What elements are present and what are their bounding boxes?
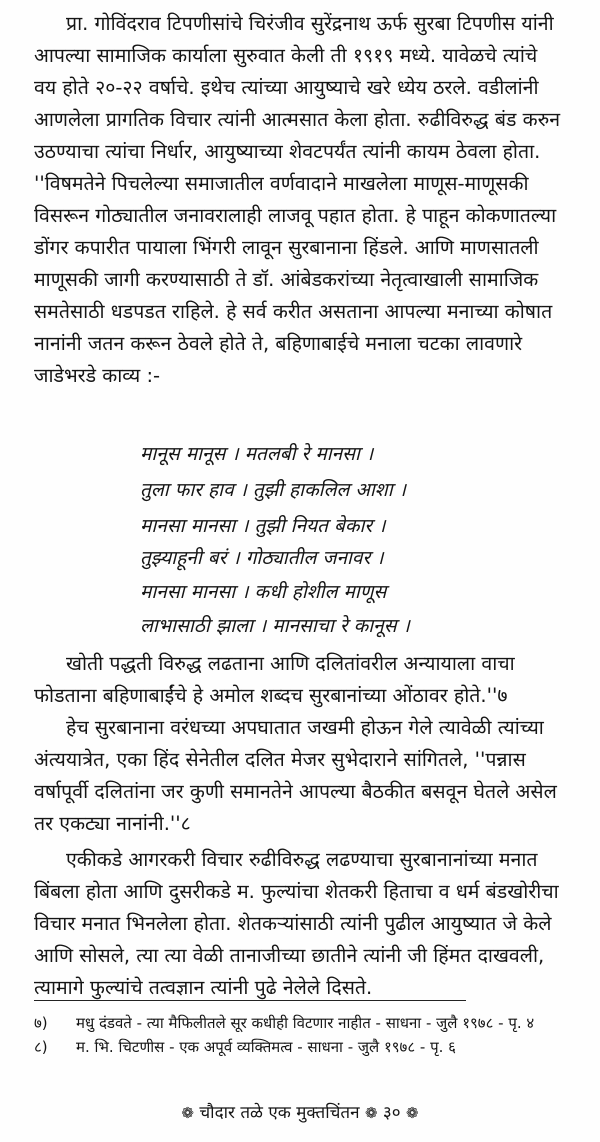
page-number: ३०: [382, 1103, 401, 1123]
text-line: त्यामागे फुल्यांचे तत्वज्ञान त्यांनी पुढे नेलेले दिसते.: [34, 976, 373, 999]
footnote-text: मधु दंडवते - त्या मैफिलीतले सूर कधीही विटणार नाहीत - साधना - जुलै १९७८ - पृ. ४: [76, 1014, 535, 1032]
poem-line: मानसा मानसा । तुझी नियत बेकार ।: [140, 515, 386, 537]
text-line: विसरून गोठ्यातील जनावरालाही लाजवू पहात होता. हे पाहून कोकणातल्या: [34, 204, 557, 227]
flower-ornament-icon: ❁: [406, 1104, 419, 1122]
poem-line: मानसा मानसा । कधी होशील माणूस: [140, 581, 387, 603]
text-line: विचार मनात भिनलेला होता. शेतकऱ्यांसाठी त्यांनी पुढील आयुष्यात जे केले: [34, 912, 552, 935]
text-line: आणलेला प्रागतिक विचार त्यांनी आत्मसात केला होता. रुढीविरुद्ध बंड करुन: [34, 108, 561, 131]
page-footer: [0, 1100, 600, 1126]
text-line: माणूसकी जागी करण्यासाठी ते डॉ. आंबेडकरांच्या नेतृत्वाखाली सामाजिक: [34, 268, 539, 291]
text-line: बिंबला होता आणि दुसरीकडे म. फुल्यांचा शेतकरी हिताचा व धर्म बंडखोरीचा: [34, 880, 559, 903]
text-line: प्रा. गोविंदराव टिपणीसांचे चिरंजीव सुरेंद्रनाथ ऊर्फ सुरबा टिपणीस यांनी: [66, 12, 554, 35]
text-line: हेच सुरबानाना वरंधच्या अपघातात जखमी होऊन गेले त्यावेळी त्यांच्या: [66, 716, 544, 739]
text-line: वर्षापूर्वी दलितांना जर कुणी समानतेने आपल्या बैठकीत बसवून घेतले असेल: [34, 780, 557, 803]
book-title: चौदार तळे एक मुक्तचिंतन: [199, 1103, 360, 1123]
footnote-text: म. भि. चिटणीस - एक अपूर्व व्यक्तिमत्व - साधना - जुलै १९७८ - पृ. ६: [76, 1038, 456, 1056]
text-line: ''विषमतेने पिचलेल्या समाजातील वर्णवादाने माखलेला माणूस-माणूसकी: [34, 172, 529, 195]
text-line: अंत्ययात्रेत, एका हिंद सेनेतील दलित मेजर सुभेदाराने सांगितले, ''पन्नास: [34, 748, 526, 771]
footnote-number: ७): [34, 1014, 48, 1032]
footnote: [34, 1036, 594, 1058]
text-line: आपल्या सामाजिक कार्याला सुरुवात केली ती १९१९ मध्ये. यावेळचे त्यांचे: [34, 44, 538, 67]
poem-line: लाभासाठी झाला । मानसाचा रे कानूस ।: [140, 615, 410, 637]
poem-line: मानूस मानूस । मतलबी रे मानसा ।: [140, 443, 374, 465]
text-line: आणि सोसले, त्या त्या वेळी तानाजीच्या छातीने त्यांनी जी हिंमत दाखवली,: [34, 944, 545, 967]
text-line: डोंगर कपारीत पायाला भिंगरी लावून सुरबानाना हिंडले. आणि माणसातली: [34, 236, 539, 259]
text-line: तर एकट्या नानांनी.''८: [34, 812, 191, 835]
text-line: वय होते २०-२२ वर्षाचे. इथेच त्यांच्या आयुष्याचे खरे ध्येय ठरले. वडीलांनी: [34, 76, 539, 99]
poem-line: तुला फार हाव । तुझी हाकलिल आशा ।: [140, 479, 406, 501]
footnote-number: ८): [34, 1038, 48, 1056]
flower-ornament-icon: ❁: [364, 1104, 378, 1122]
poem-line: तुझ्याहूनी बरं । गोठ्यातील जनावर ।: [140, 547, 384, 569]
text-line: एकीकडे आगरकरी विचार रुढीविरुद्ध लढण्याचा सुरबानानांच्या मनात: [66, 848, 538, 871]
text-line: जाडेभरडे काव्य :-: [34, 364, 161, 387]
text-line: खोती पद्धती विरुद्ध लढताना आणि दलितांवरील अन्यायाला वाचा: [66, 652, 515, 675]
footnote-divider: [34, 1000, 466, 1001]
text-line: नानांनी जतन करून ठेवले होते ते, बहिणाबाईचे मनाला चटका लावणारे: [34, 332, 523, 355]
flower-ornament-icon: ❁: [181, 1104, 194, 1122]
text-line: उठण्याचा त्यांचा निर्धार, आयुष्याच्या शेवटपर्यंत त्यांनी कायम ठेवला होता.: [34, 140, 541, 163]
footnote: [34, 1012, 594, 1034]
text-line: फोडताना बहिणाबाईंचे हे अमोल शब्दच सुरबानांच्या ओंठावर होते.''७: [34, 684, 508, 707]
text-line: समतेसाठी धडपडत राहिले. हे सर्व करीत असताना आपल्या मनाच्या कोषात: [34, 300, 553, 323]
